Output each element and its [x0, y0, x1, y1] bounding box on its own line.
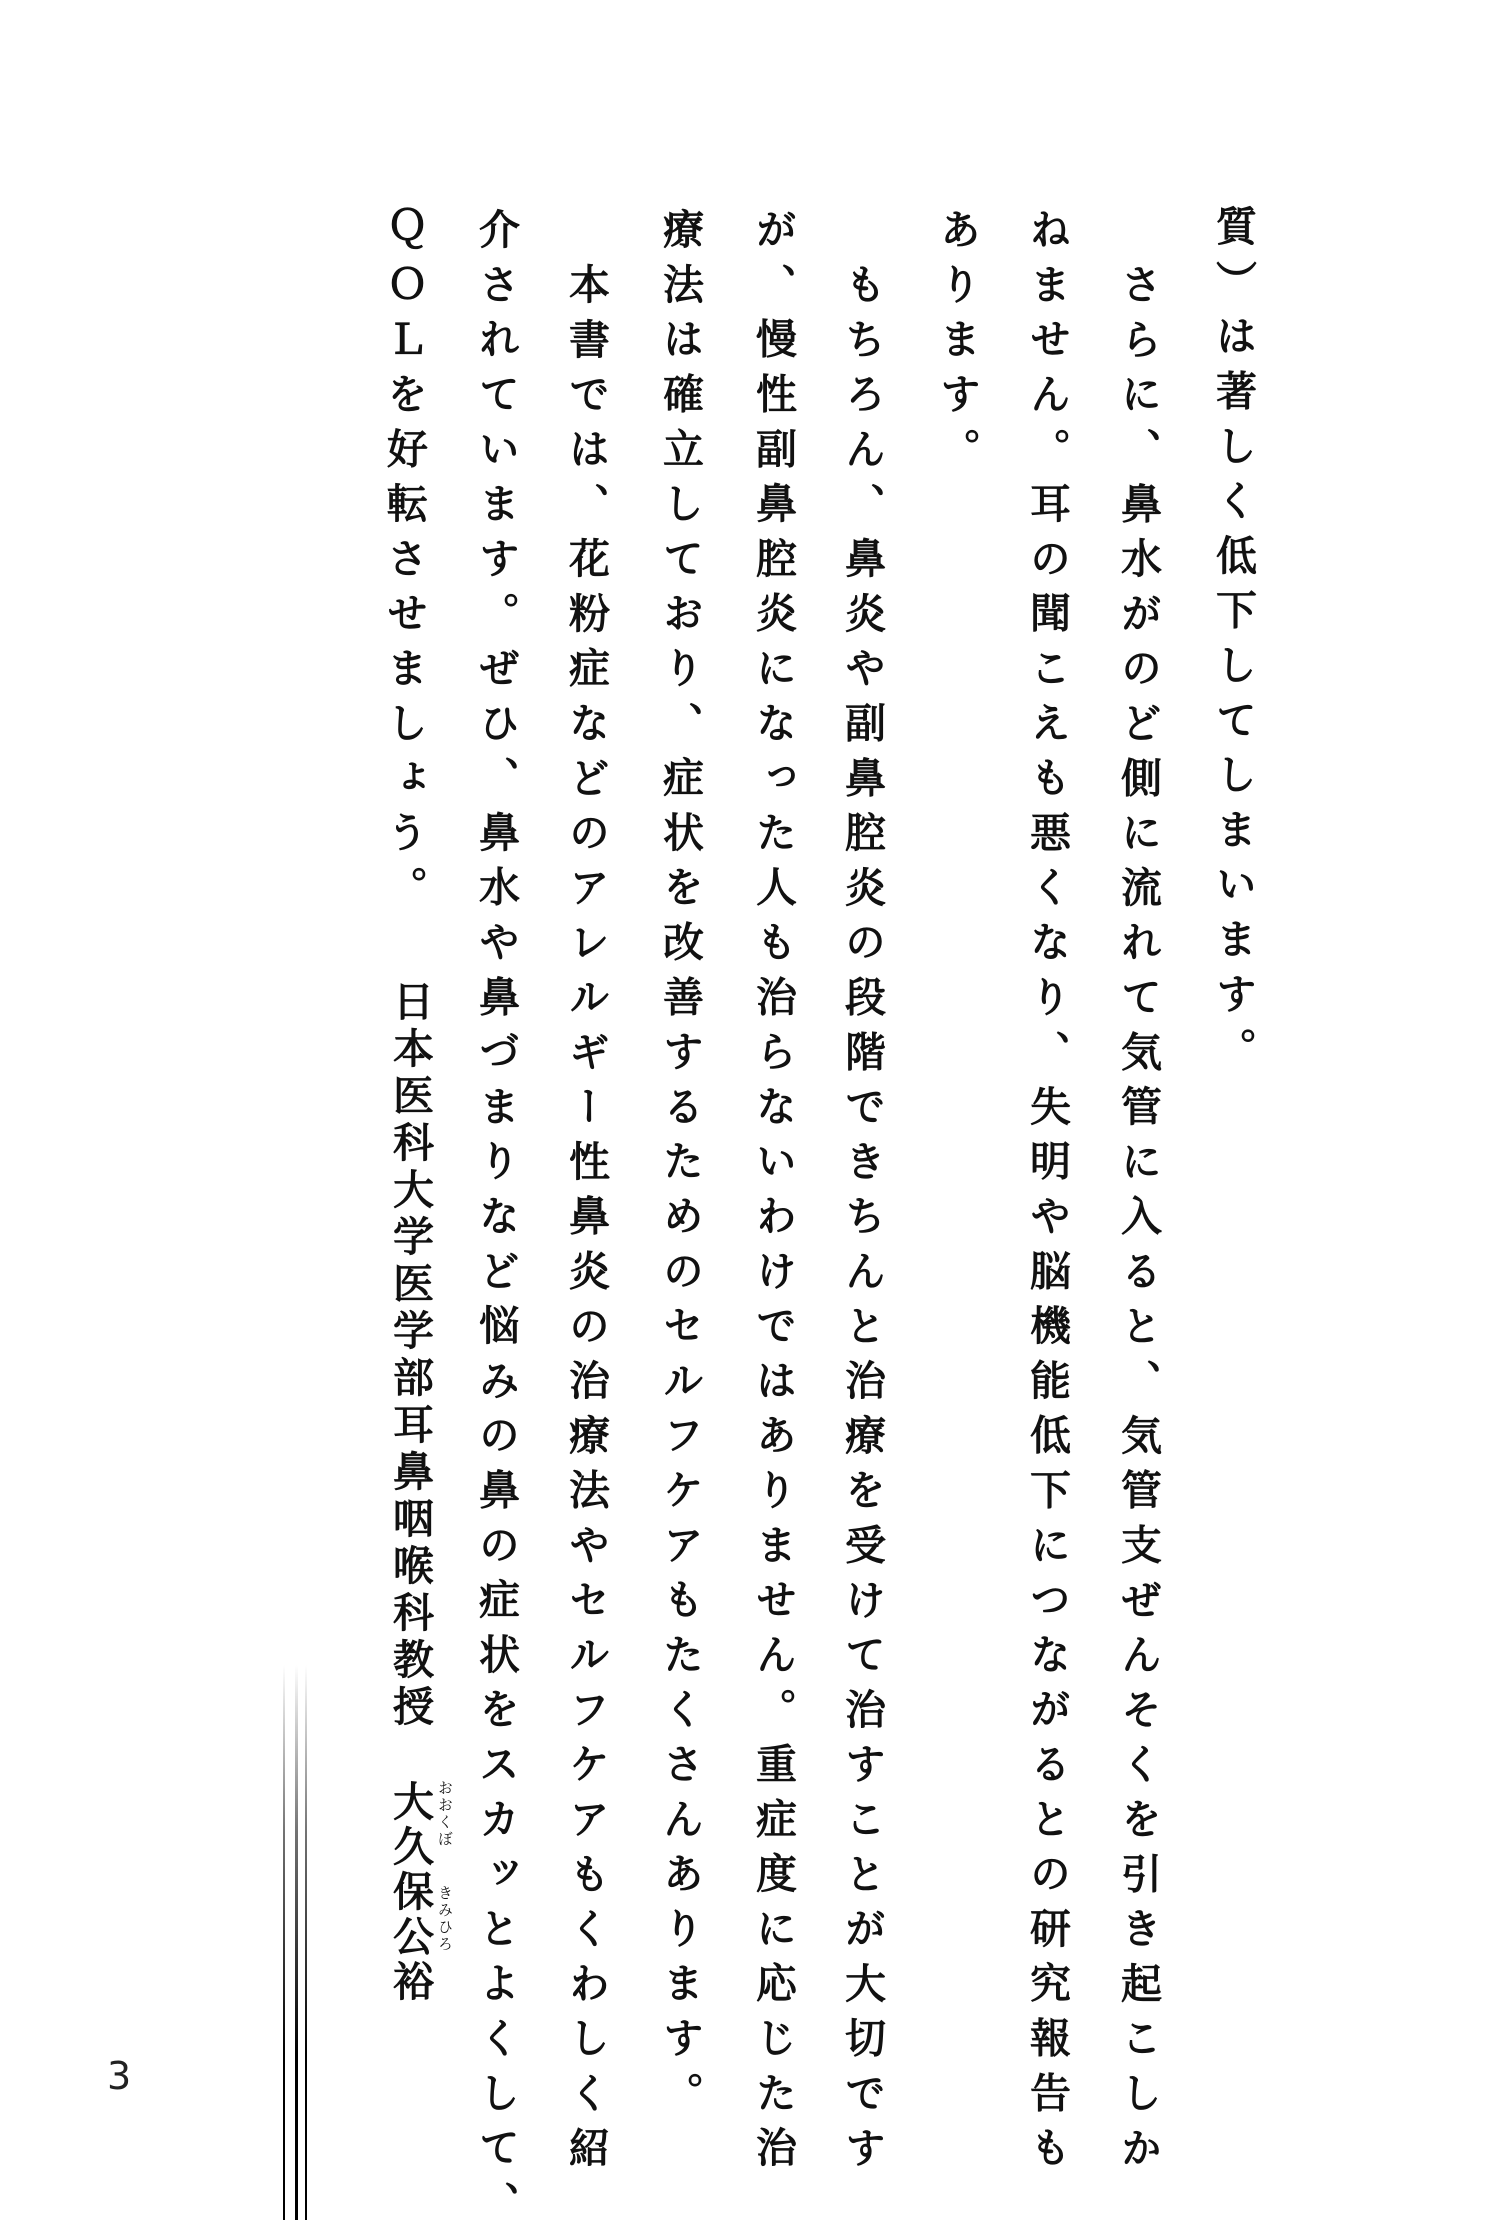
author-name: 大久保公裕: [386, 1780, 434, 2005]
text-column-9: 介されています。ぜひ、鼻水や鼻づまりなど悩みの鼻の症状をスカッとよくして、: [472, 208, 520, 2236]
text-column-7: 療法は確立しており、症状を改善するためのセルフケアもたくさんあります。: [656, 208, 704, 2126]
gutter-line: [305, 1665, 307, 2220]
text-column-5: もちろん、鼻炎や副鼻腔炎の段階できちんと治療を受けて治すことが大切です: [838, 263, 886, 2181]
text-column-2: さらに、鼻水がのど側に流れて気管に入ると、気管支ぜんそくを引き起こしか: [1114, 263, 1162, 2181]
author-given-name-ruby: きみひろ: [436, 1885, 454, 1953]
gutter-line: [283, 1665, 285, 2220]
text-column-10: ＱＯＬを好転させましょう。: [380, 208, 428, 921]
author-affiliation: 日本医科大学医学部耳鼻咽喉科教授: [386, 980, 434, 1732]
gutter-line: [295, 1665, 298, 2220]
text-column-4: あります。: [933, 208, 981, 482]
text-column-1: 質）は著しく低下してしまいます。: [1209, 205, 1257, 1082]
binding-gutter-lines: [283, 1665, 309, 2220]
text-column-3: ねません。耳の聞こえも悪くなり、失明や脳機能低下につながるとの研究報告も: [1023, 208, 1071, 2181]
text-column-6: が、慢性副鼻腔炎になった人も治らないわけではありません。重症度に応じた治: [749, 208, 797, 2181]
author-surname-ruby: おおくぼ: [436, 1780, 454, 1848]
page-number: 3: [107, 2054, 132, 2098]
text-column-8: 本書では、花粉症などのアレルギー性鼻炎の治療法やセルフケアもくわしく紹: [562, 263, 610, 2181]
